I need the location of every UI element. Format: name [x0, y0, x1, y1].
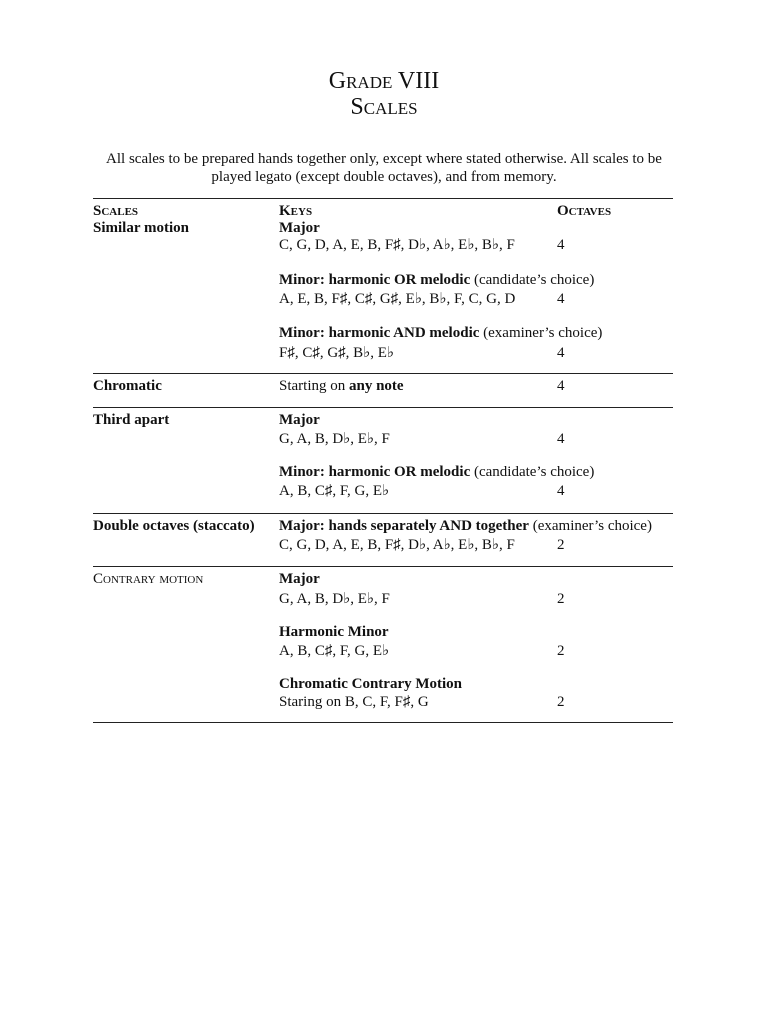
contrary-major-heading: Major	[279, 571, 320, 587]
similar-minor-and-heading: Minor: harmonic AND melodic (examiner’s choice)	[279, 325, 603, 341]
contrary-chromatic-octaves: 2	[557, 694, 565, 710]
third-major-keys: G, A, B, D♭, E♭, F	[279, 431, 390, 447]
divider	[93, 722, 673, 723]
divider	[93, 373, 673, 374]
similar-minor-and-octaves: 4	[557, 345, 565, 361]
third-major-octaves: 4	[557, 431, 565, 447]
third-minor-keys: A, B, C♯, F, G, E♭	[279, 483, 390, 499]
third-apart-label: Third apart	[93, 412, 170, 428]
chromatic-octaves: 4	[557, 378, 565, 394]
intro-text: All scales to be prepared hands together only, except where stated otherwise. All scales to be played legato (except double octaves), and from memory.	[106, 151, 662, 185]
third-minor-octaves: 4	[557, 483, 565, 499]
third-major-heading: Major	[279, 412, 320, 428]
similar-motion-label: Similar motion	[93, 220, 189, 236]
contrary-chromatic-heading: Chromatic Contrary Motion	[279, 676, 463, 692]
contrary-harmonic-minor-heading: Harmonic Minor	[279, 624, 389, 640]
similar-major-octaves: 4	[557, 237, 565, 253]
contrary-motion-label: Contrary motion	[93, 571, 204, 587]
chromatic-keys: Starting on any note	[279, 378, 404, 394]
header-octaves: Octaves	[557, 203, 612, 219]
similar-minor-and-keys: F♯, C♯, G♯, B♭, E♭	[279, 345, 394, 361]
divider	[93, 513, 673, 514]
similar-minor-or-heading: Minor: harmonic OR melodic (candidate’s choice)	[279, 272, 595, 288]
contrary-harmonic-minor-octaves: 2	[557, 643, 565, 659]
divider	[93, 566, 673, 567]
contrary-chromatic-keys: Staring on B, C, F, F♯, G	[279, 694, 429, 710]
header-scales: Scales	[93, 203, 139, 219]
double-octaves-heading: Major: hands separately AND together (examiner’s choice)	[279, 518, 652, 534]
similar-major-keys: C, G, D, A, E, B, F♯, D♭, A♭, E♭, B♭, F	[279, 237, 515, 253]
chromatic-label: Chromatic	[93, 378, 162, 394]
contrary-major-keys: G, A, B, D♭, E♭, F	[279, 591, 390, 607]
page-subtitle: Scales	[350, 94, 418, 120]
third-minor-heading: Minor: harmonic OR melodic (candidate’s choice)	[279, 464, 595, 480]
contrary-harmonic-minor-keys: A, B, C♯, F, G, E♭	[279, 643, 390, 659]
contrary-major-octaves: 2	[557, 591, 565, 607]
similar-minor-or-keys: A, E, B, F♯, C♯, G♯, E♭, B♭, F, C, G, D	[279, 291, 516, 307]
similar-minor-or-octaves: 4	[557, 291, 565, 307]
double-octaves-octaves: 2	[557, 537, 565, 553]
double-octaves-keys: C, G, D, A, E, B, F♯, D♭, A♭, E♭, B♭, F	[279, 537, 515, 553]
divider	[93, 407, 673, 408]
page-title: Grade VIII	[328, 68, 440, 94]
double-octaves-label: Double octaves (staccato)	[93, 518, 255, 534]
header-keys: Keys	[279, 203, 313, 219]
divider	[93, 198, 673, 199]
similar-major-heading: Major	[279, 220, 320, 236]
